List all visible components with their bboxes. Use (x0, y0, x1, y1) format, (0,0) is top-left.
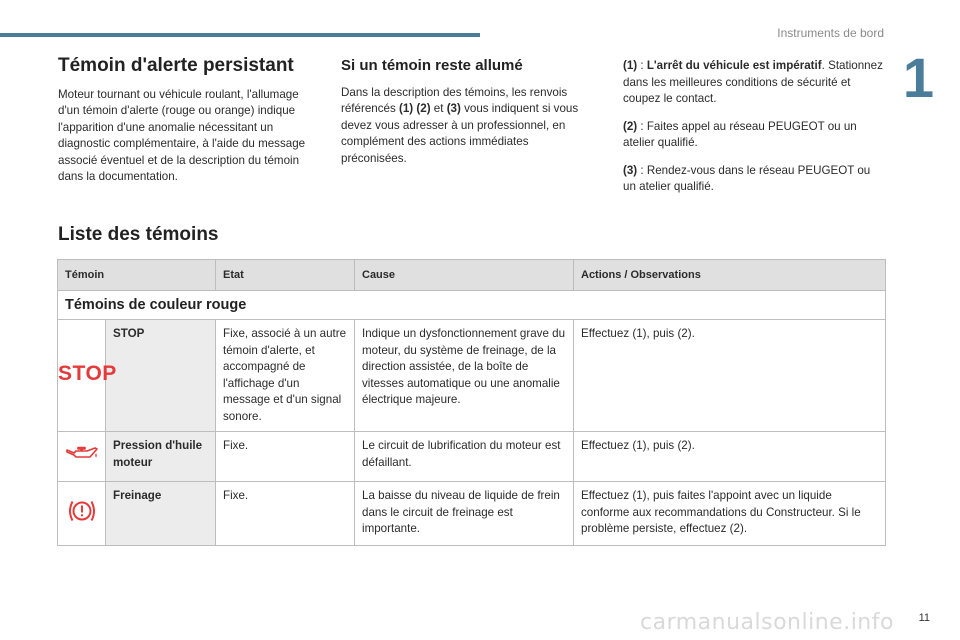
row-action: Effectuez (1), puis faites l'appoint avec un liquide conforme aux recommandations du Constructeur. Si le problème persiste, effectuez (2). (574, 482, 886, 546)
row-name: Pression d'huile moteur (106, 432, 216, 482)
chapter-title: Instruments de bord (777, 26, 884, 40)
section-row (58, 291, 886, 320)
row-state: Fixe, associé à un autre témoin d'alerte, et accompagné de l'affichage d'un message et d'un signal sonore. (216, 320, 355, 432)
stop-icon: STOP (58, 361, 117, 385)
col-header-temoin: Témoin (58, 260, 216, 291)
row-name: STOP (106, 320, 216, 432)
table-row (58, 432, 886, 482)
col-header-actions: Actions / Observations (574, 260, 886, 291)
note-1: (1) : L'arrêt du véhicule est impératif. Stationnez dans les meilleures conditions de sécurité et coupez le contact. (623, 59, 883, 105)
section-title: Témoins de couleur rouge (58, 291, 886, 320)
persist-column (341, 58, 597, 167)
watermark: carmanualsonline.info (640, 610, 894, 635)
persist-text: Dans la description des témoins, les renvois référencés (1) (2) et (3) vous indiquent si vous devez vous adresser à un professionnel, en complément des actions immédiates préconisées. (341, 85, 579, 165)
row-action: Effectuez (1), puis (2). (574, 432, 886, 482)
intro-text: Moteur tournant ou véhicule roulant, l'allumage d'un témoin d'alerte (rouge ou orange) indique l'apparition d'une anomalie nécessitant un diagnostic complémentaire, à l'aide du message associé éventuel et de la description du témoin dans la documentation. (58, 87, 306, 183)
intro-heading: Témoin d'alerte persistant (58, 55, 294, 76)
col-header-etat: Etat (216, 260, 355, 291)
row-cause: La baisse du niveau de liquide de frein dans le circuit de freinage est importante. (355, 482, 574, 546)
table-header-row (58, 260, 886, 291)
row-state: Fixe. (216, 482, 355, 546)
intro-column (58, 55, 320, 186)
warning-lights-table (57, 259, 886, 546)
oil-can-icon (65, 444, 99, 464)
col-header-cause: Cause (355, 260, 574, 291)
notes-column (623, 58, 885, 207)
table-row (58, 320, 886, 432)
header-accent-bar (0, 33, 480, 37)
list-heading: Liste des témoins (58, 224, 219, 245)
table-row (58, 482, 886, 546)
row-action: Effectuez (1), puis (2). (574, 320, 886, 432)
note-2: (2) : Faites appel au réseau PEUGEOT ou un atelier qualifié. (623, 119, 857, 149)
page-number: 11 (918, 612, 930, 624)
chapter-number: 1 (902, 46, 934, 109)
row-cause: Le circuit de lubrification du moteur est défaillant. (355, 432, 574, 482)
row-name: Freinage (106, 482, 216, 546)
row-cause: Indique un dysfonctionnement grave du moteur, du système de freinage, de la direction assistée, de la boîte de vitesses automatique ou une anomalie électrique majeure. (355, 320, 574, 432)
row-state: Fixe. (216, 432, 355, 482)
note-3: (3) : Rendez-vous dans le réseau PEUGEOT ou un atelier qualifié. (623, 163, 871, 193)
brake-warning-icon (66, 497, 98, 525)
persist-heading: Si un témoin reste allumé (341, 57, 523, 74)
